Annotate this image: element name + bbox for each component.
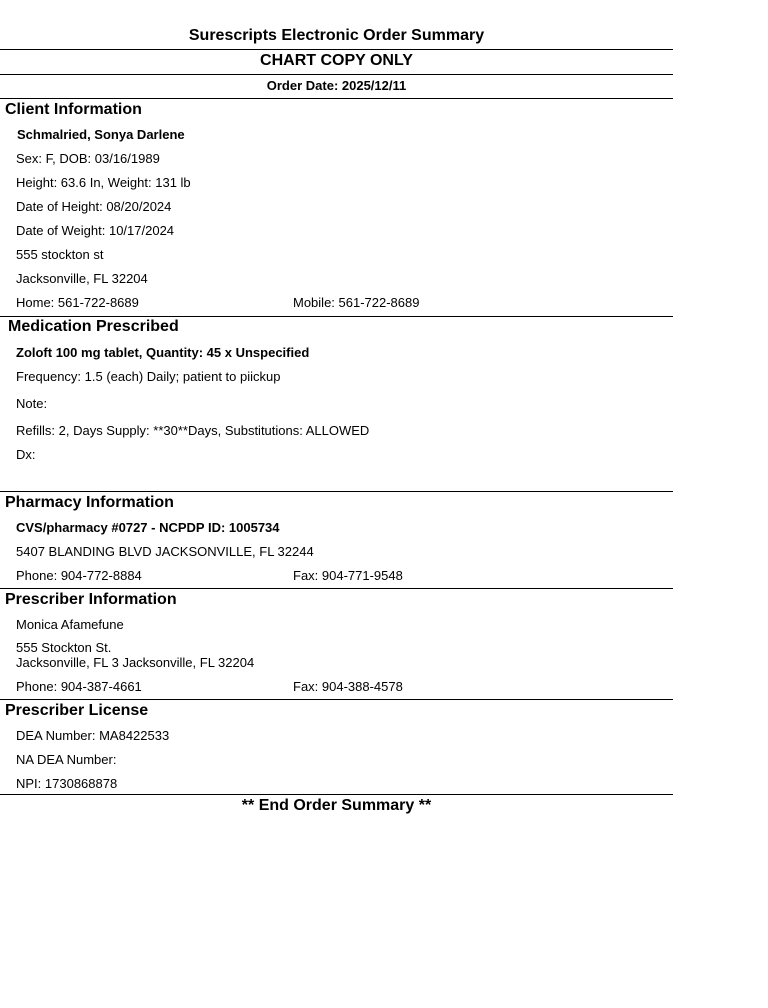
divider bbox=[0, 316, 673, 317]
prescriber-phone: Phone: 904-387-4661 bbox=[16, 679, 142, 694]
client-section-heading: Client Information bbox=[5, 101, 142, 118]
document-title: Surescripts Electronic Order Summary bbox=[188, 27, 485, 44]
client-address-line2: Jacksonville, FL 32204 bbox=[16, 271, 148, 286]
prescriber-fax: Fax: 904-388-4578 bbox=[293, 679, 403, 694]
client-sex-dob: Sex: F, DOB: 03/16/1989 bbox=[16, 151, 160, 166]
order-date: Order Date: 2025/12/11 bbox=[266, 78, 407, 93]
divider bbox=[0, 699, 673, 700]
license-na-dea-number: NA DEA Number: bbox=[16, 752, 117, 767]
divider bbox=[0, 794, 673, 795]
medication-frequency: Frequency: 1.5 (each) Daily; patient to piickup bbox=[16, 369, 281, 384]
client-date-of-weight: Date of Weight: 10/17/2024 bbox=[16, 223, 175, 238]
prescriber-name: Monica Afamefune bbox=[16, 617, 124, 632]
pharmacy-section-heading: Pharmacy Information bbox=[5, 494, 174, 511]
divider bbox=[0, 588, 673, 589]
divider bbox=[0, 74, 673, 75]
license-npi: NPI: 1730868878 bbox=[16, 776, 118, 791]
license-section-heading: Prescriber License bbox=[5, 702, 149, 719]
client-address-line1: 555 stockton st bbox=[16, 247, 104, 262]
chart-copy-label: CHART COPY ONLY bbox=[260, 52, 413, 69]
divider bbox=[0, 98, 673, 99]
prescriber-address-line2: Jacksonville, FL 3 Jacksonville, FL 32204 bbox=[16, 655, 255, 670]
client-home-phone: Home: 561-722-8689 bbox=[16, 295, 139, 310]
license-dea-number: DEA Number: MA8422533 bbox=[16, 728, 170, 743]
divider bbox=[0, 49, 673, 50]
medication-drug: Zoloft 100 mg tablet, Quantity: 45 x Unspecified bbox=[16, 345, 310, 360]
pharmacy-phone: Phone: 904-772-8884 bbox=[16, 568, 142, 583]
prescriber-section-heading: Prescriber Information bbox=[5, 591, 177, 608]
pharmacy-fax: Fax: 904-771-9548 bbox=[293, 568, 403, 583]
prescriber-address-line1: 555 Stockton St. bbox=[16, 640, 112, 655]
pharmacy-name: CVS/pharmacy #0727 - NCPDP ID: 1005734 bbox=[16, 520, 280, 535]
client-date-of-height: Date of Height: 08/20/2024 bbox=[16, 199, 172, 214]
client-height-weight: Height: 63.6 In, Weight: 131 lb bbox=[16, 175, 191, 190]
client-name: Schmalried, Sonya Darlene bbox=[17, 127, 185, 142]
client-mobile-phone: Mobile: 561-722-8689 bbox=[293, 295, 420, 310]
end-order-summary: ** End Order Summary ** bbox=[241, 797, 432, 814]
pharmacy-address: 5407 BLANDING BLVD JACKSONVILLE, FL 32244 bbox=[16, 544, 314, 559]
medication-note: Note: bbox=[16, 396, 48, 411]
divider bbox=[0, 491, 673, 492]
medication-dx: Dx: bbox=[16, 447, 36, 462]
medication-refills: Refills: 2, Days Supply: **30**Days, Substitutions: ALLOWED bbox=[16, 423, 370, 438]
medication-section-heading: Medication Prescribed bbox=[8, 318, 179, 335]
